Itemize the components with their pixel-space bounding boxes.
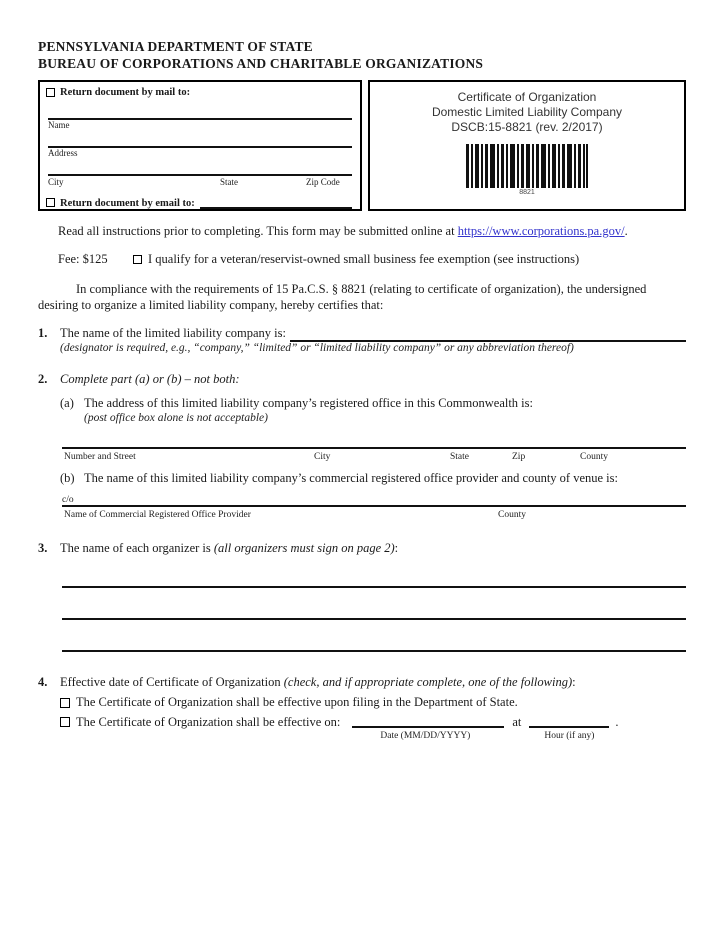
effective-hour-column: [529, 715, 609, 745]
sentence-period: .: [615, 714, 619, 729]
effective-date-label-italic: (check, and if appropriate complete, one of the following): [283, 674, 573, 689]
item-2a-number: (a): [60, 396, 74, 410]
effective-date-label-text: Effective date of Certificate of Organization: [60, 674, 284, 689]
at-word: at: [512, 714, 522, 729]
effective-on-date-label: The Certificate of Organization shall be effective on:: [76, 714, 341, 729]
effective-date-column: [346, 715, 504, 745]
instructions-text: Read all instructions prior to completing. This form may be submitted online at: [58, 224, 458, 238]
form-header: [38, 38, 686, 72]
name-label: Name: [48, 120, 70, 130]
item-2b-number: (b): [60, 470, 75, 485]
number-street-label: Number and Street: [64, 451, 136, 462]
compliance-paragraph: In compliance with the requirements of 15 Pa.C.S. § 8821 (relating to certificate of organization), the undersigned desiring to organize a limited liability company, hereby certifies that:: [38, 282, 647, 312]
item-2: [38, 372, 686, 521]
effective-on-date-checkbox[interactable]: [60, 717, 70, 727]
addr-zip-label: Zip: [512, 451, 526, 462]
organizer-field-3[interactable]: [62, 620, 686, 652]
name-field[interactable]: [48, 98, 352, 120]
effective-date-label-colon: :: [572, 674, 576, 689]
provider-name-label: Name of Commercial Registered Office Provider: [64, 510, 251, 520]
item-1-number: 1.: [38, 326, 48, 340]
veteran-exemption-label: I qualify for a veteran/reservist-owned small business fee exemption (see instructions): [148, 252, 580, 266]
organizer-label-italic: (all organizers must sign on page 2): [213, 541, 395, 555]
item-4: [38, 675, 686, 745]
organizer-label-text: The name of each organizer is: [60, 541, 214, 555]
company-name-row: [60, 326, 686, 342]
effective-upon-filing-label: The Certificate of Organization shall be effective upon filing in the Department of State.: [76, 695, 518, 709]
return-by-mail-checkbox[interactable]: [46, 88, 55, 97]
addr-state-label: State: [450, 451, 469, 462]
return-address-box: [38, 80, 362, 211]
barcode-area: [376, 144, 678, 196]
item-2b: [60, 471, 686, 487]
company-name-field[interactable]: [290, 329, 686, 342]
address-field[interactable]: [48, 131, 352, 148]
item-3: [38, 541, 686, 652]
date-format-label: Date (MM/DD/YYYY): [380, 730, 471, 741]
return-by-email-label: Return document by email to:: [60, 198, 195, 209]
item-1: [38, 326, 686, 355]
header-line-2: BUREAU OF CORPORATIONS AND CHARITABLE ORGANIZATIONS: [38, 56, 484, 71]
form-title-line-1: Certificate of Organization: [457, 90, 597, 104]
provider-county-label: County: [498, 510, 526, 520]
return-by-email-row: [46, 197, 354, 209]
barcode-number: 8821: [519, 189, 535, 196]
city-label: City: [48, 177, 64, 187]
organizer-field-2[interactable]: [62, 588, 686, 620]
return-by-email-checkbox[interactable]: [46, 198, 55, 207]
item-2a: [60, 396, 686, 425]
header-line-1: PENNSYLVANIA DEPARTMENT OF STATE: [38, 39, 313, 54]
veteran-exemption-checkbox[interactable]: [133, 255, 142, 264]
effective-date-label: [60, 675, 686, 691]
email-field[interactable]: [200, 197, 352, 209]
item-2-number: 2.: [38, 371, 48, 386]
city-state-zip-field[interactable]: [48, 159, 352, 176]
form-title-box: [368, 80, 686, 211]
effective-upon-filing-checkbox[interactable]: [60, 698, 70, 708]
item-3-number: 3.: [38, 541, 48, 555]
addr-city-label: City: [314, 451, 331, 462]
effective-date-field[interactable]: [352, 715, 504, 728]
item-2-label: Complete part (a) or (b) – not both:: [60, 371, 240, 386]
item-2b-text: The name of this limited liability company’s commercial registered office provider and county of venue is:: [84, 470, 618, 485]
organizer-label: [60, 541, 686, 557]
organizer-field-1[interactable]: [62, 557, 686, 588]
company-name-label: The name of the limited liability company is:: [60, 326, 286, 340]
form-title-line-2: Domestic Limited Liability Company: [431, 105, 623, 119]
return-by-mail-label: Return document by mail to:: [60, 87, 191, 98]
instructions-line: [58, 224, 686, 239]
city-state-zip-labels: [48, 176, 352, 188]
addr-county-label: County: [580, 451, 608, 462]
co-label: c/o: [62, 495, 74, 505]
provider-field-labels: [62, 507, 686, 520]
effective-upon-filing-row: [60, 695, 686, 711]
hour-label: Hour (if any): [544, 730, 595, 741]
form-number-line: DSCB:15-8821 (rev. 2/2017): [451, 120, 603, 134]
state-label: State: [220, 177, 238, 187]
top-boxes: [38, 80, 686, 211]
form-content: [38, 38, 686, 744]
barcode-image: [466, 144, 588, 188]
effective-on-date-row: [60, 715, 686, 745]
corporations-link[interactable]: https://www.corporations.pa.gov/: [457, 224, 625, 238]
return-by-mail-row: [46, 87, 354, 98]
address-label: Address: [48, 148, 78, 158]
fee-row: [58, 252, 686, 267]
zip-code-label: Zip Code: [306, 177, 340, 187]
registered-office-address-field[interactable]: [62, 441, 686, 449]
organizer-label-colon: :: [394, 541, 399, 555]
fee-label: Fee: $125: [58, 252, 108, 266]
address-field-labels: [62, 449, 686, 462]
po-box-note: (post office box alone is not acceptable): [84, 411, 268, 424]
instructions-suffix: .: [624, 224, 628, 238]
item-2a-text: The address of this limited liability company’s registered office in this Commonwealth is:: [84, 396, 533, 410]
designator-note: (designator is required, e.g., “company,” “limited” or “limited liability company” or any abbreviation thereof): [60, 341, 574, 354]
effective-hour-field[interactable]: [529, 715, 609, 728]
item-4-number: 4.: [38, 674, 48, 689]
